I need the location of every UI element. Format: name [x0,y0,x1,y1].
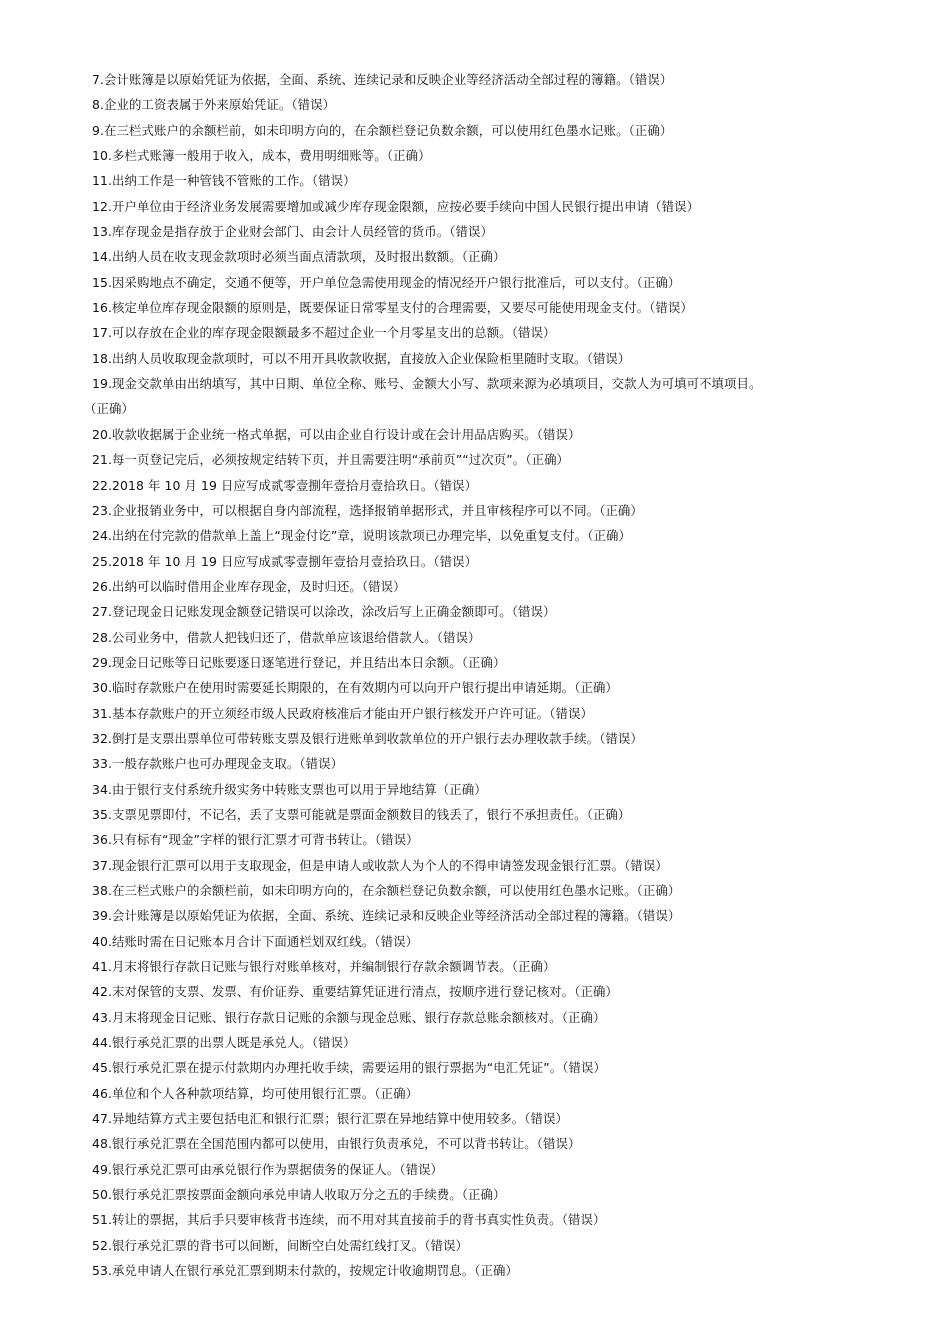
list-item: 52.银行承兑汇票的背书可以间断，间断空白处需红线打叉。（错误） [92,1237,469,1253]
list-item: 22.2018 年 10 月 19 日应写成贰零壹捌年壹拾月壹拾玖日。（错误） [92,477,478,493]
list-item: 35.支票见票即付，不记名，丢了支票可能就是票面金额数目的钱丢了，银行不承担责任。（正确） [92,806,631,822]
list-item: 53.承兑申请人在银行承兑汇票到期未付款的，按规定计收逾期罚息。（正确） [92,1263,518,1279]
list-item: 48.银行承兑汇票在全国范围内都可以使用，由银行负责承兑，不可以背书转让。（错误） [92,1136,581,1152]
list-item: 19.现金交款单由出纳填写，其中日期、单位全称、账号、金额大小写、款项来源为必填项目，交款人为可填可不填项目。 [92,376,762,392]
list-item: 41.月末将银行存款日记账与银行对账单核对，并编制银行存款余额调节表。（正确） [92,959,556,975]
continuation-text: （正确） [84,401,134,417]
list-item: 43.月末将现金日记账、银行存款日记账的余额与现金总账、银行存款总账余额核对。（正确） [92,1009,606,1025]
list-item: 14.出纳人员在收支现金款项时必须当面点清款项，及时报出数额。（正确） [92,249,506,265]
list-item: 50.银行承兑汇票按票面金额向承兑申请人收取万分之五的手续费。（正确） [92,1187,506,1203]
list-item: 37.现金银行汇票可以用于支取现金，但是申请人或收款人为个人的不得申请签发现金银行汇票。（错误） [92,857,668,873]
list-item: 25.2018 年 10 月 19 日应写成贰零壹捌年壹拾月壹拾玖日。（错误） [92,553,478,569]
list-item: 46.单位和个人各种款项结算，均可使用银行汇票。（正确） [92,1085,419,1101]
list-item: 34.由于银行支付系统升级实务中转账支票也可以用于异地结算（正确） [92,781,487,797]
list-item: 33.一般存款账户也可办理现金支取。（错误） [92,756,344,772]
list-item: 8.企业的工资表属于外来原始凭证。（错误） [92,97,336,113]
list-item: 17.可以存放在企业的库存现金限额最多不超过企业一个月零星支出的总额。（错误） [92,325,556,341]
list-item: 51.转让的票据，其后手只要审核背书连续，而不用对其直接前手的背书真实性负责。（错误） [92,1212,606,1228]
list-item: 15.因采购地点不确定，交通不便等，开户单位急需使用现金的情况经开户银行批准后，可以支付。（正确） [92,274,681,290]
list-item: 18.出纳人员收取现金款项时，可以不用开具收款收据，直接放入企业保险柜里随时支取。（错误） [92,350,631,366]
list-item: 40.结账时需在日记账本月合计下面通栏划双红线。（错误） [92,933,419,949]
list-item: 27.登记现金日记账发现金额登记错误可以涂改，涂改后写上正确金额即可。（错误） [92,604,556,620]
list-item: 29.现金日记账等日记账要逐日逐笔进行登记，并且结出本日余额。（正确） [92,654,506,670]
list-item: 28.公司业务中，借款人把钱归还了，借款单应该退给借款人。（错误） [92,629,481,645]
list-item: 47.异地结算方式主要包括电汇和银行汇票；银行汇票在异地结算中使用较多。（错误） [92,1111,568,1127]
list-item: 10.多栏式账簿一般用于收入，成本，费用明细账等。（正确） [92,148,431,164]
list-item: 23.企业报销业务中，可以根据自身内部流程，选择报销单据形式，并且审核程序可以不同。（正确） [92,502,643,518]
list-item: 39.会计账簿是以原始凭证为依据，全面、系统、连续记录和反映企业等经济活动全部过程的簿籍。（错误） [92,908,681,924]
list-item: 7.会计账簿是以原始凭证为依据，全面、系统、连续记录和反映企业等经济活动全部过程的簿籍。（错误） [92,72,673,87]
list-item: 31.基本存款账户的开立须经市级人民政府核准后才能由开户银行核发开户许可证。（错误） [92,705,593,721]
list-item: 21.每一页登记完后，必须按规定结转下页，并且需要注明“承前页”“过次页”。（正确） [92,452,570,468]
list-item: 24.出纳在付完款的借款单上盖上“现金付讫”章，说明该款项已办理完毕，以免重复支付。（正确） [92,528,631,544]
list-item: 44.银行承兑汇票的出票人既是承兑人。（错误） [92,1035,356,1051]
list-item: 45.银行承兑汇票在提示付款期内办理托收手续，需要运用的银行票据为“电汇凭证”。（错误） [92,1060,606,1076]
list-item: 20.收款收据属于企业统一格式单据，可以由企业自行设计或在会计用品店购买。（错误） [92,426,581,442]
list-item-continuation [84,396,882,421]
list-item: 32.倒打是支票出票单位可带转账支票及银行进账单到收款单位的开户银行去办理收款手续。（错误） [92,730,643,746]
list-item: 49.银行承兑汇票可由承兑银行作为票据债务的保证人。（错误） [92,1161,444,1177]
list-item: 12.开户单位由于经济业务发展需要增加或减少库存现金限额，应按必要手续向中国人民银行提出申请（错误） [92,198,700,214]
list-item: 38.在三栏式账户的余额栏前，如未印明方向的，在余额栏登记负数余额，可以使用红色墨水记账。（正确） [92,883,681,898]
list-item: 9.在三栏式账户的余额栏前，如未印明方向的，在余额栏登记负数余额，可以使用红色墨水记账。（正确） [92,122,673,138]
list-item: 30.临时存款账户在使用时需要延长期限的，在有效期内可以向开户银行提出申请延期。（正确） [92,680,618,696]
list-item: 13.库存现金是指存放于企业财会部门、由会计人员经管的货币。（错误） [92,224,494,240]
list-item: 16.核定单位库存现金限额的原则是，既要保证日常零星支付的合理需要，又要尽可能使用现金支付。（错误） [92,300,693,316]
true-false-question-list [84,67,882,1284]
list-item: 36.只有标有“现金”字样的银行汇票才可背书转让。（错误） [92,832,419,848]
list-item: 11.出纳工作是一种管钱不管账的工作。（错误） [92,173,356,189]
list-item: 42.末对保管的支票、发票、有价证券、重要结算凭证进行清点，按顺序进行登记核对。（正确） [92,984,618,1000]
list-item: 26.出纳可以临时借用企业库存现金，及时归还。（错误） [92,578,406,594]
